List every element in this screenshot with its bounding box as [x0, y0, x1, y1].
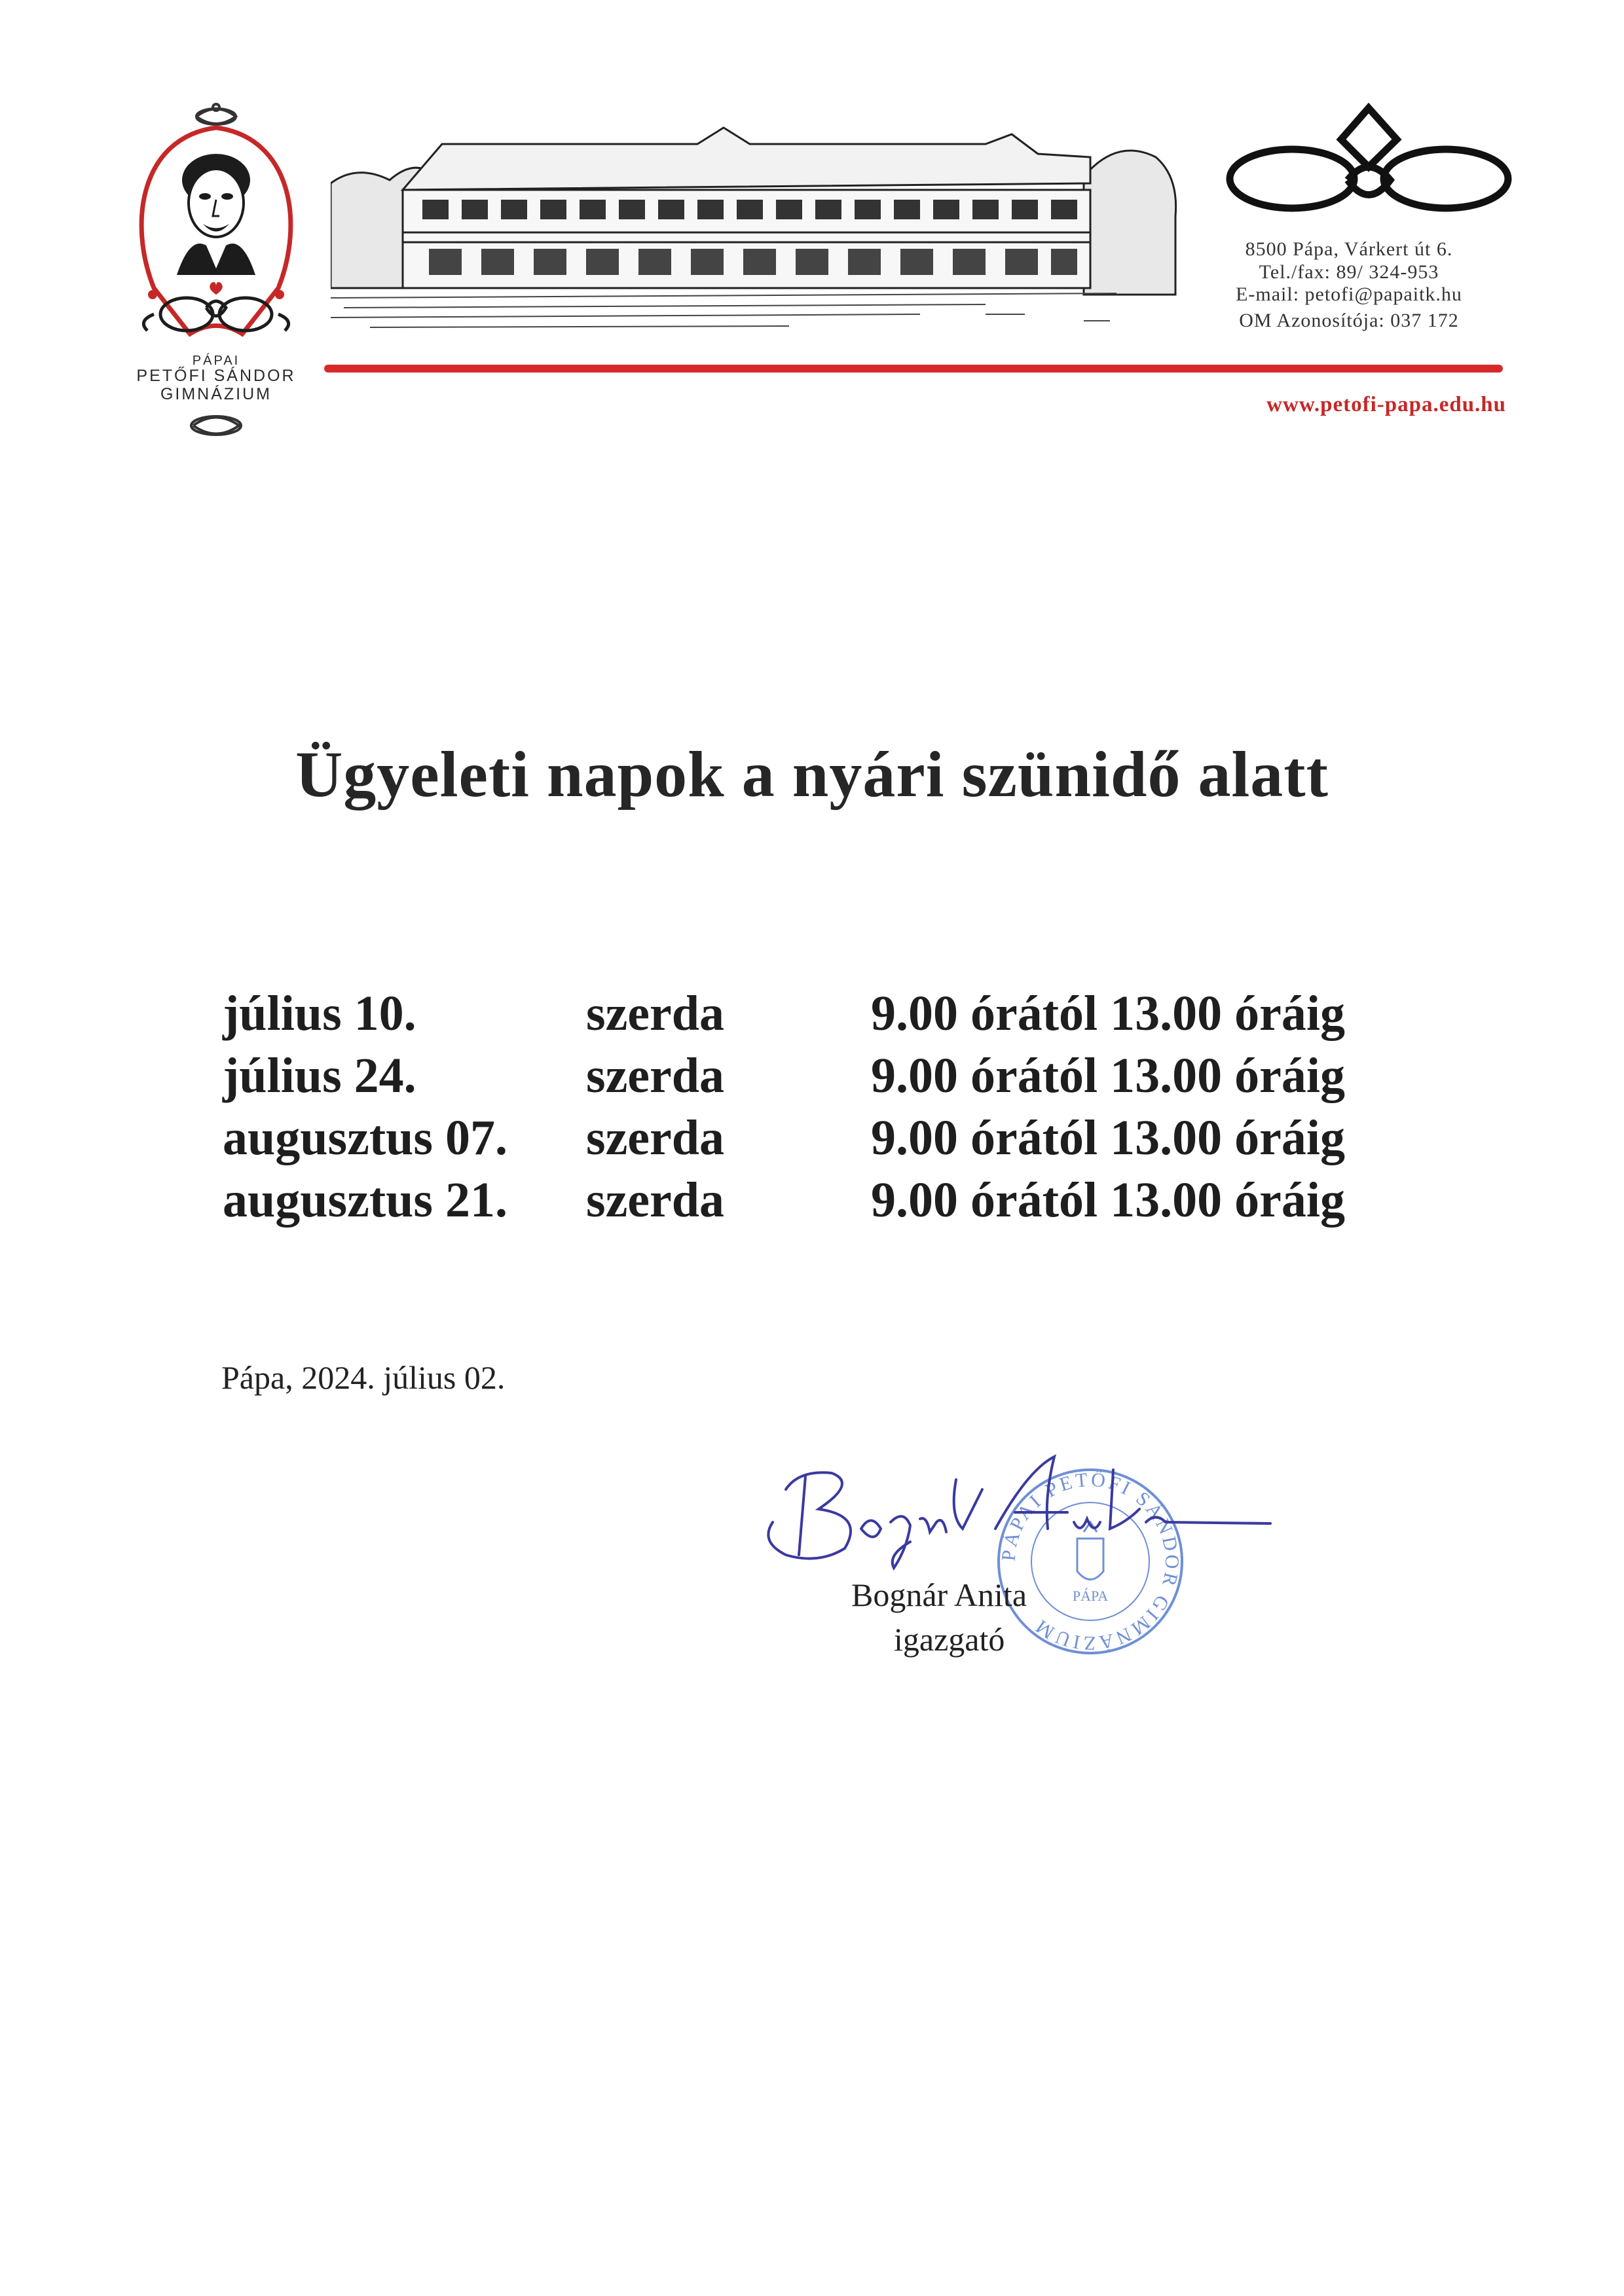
signer-title: igazgató	[894, 1621, 1005, 1658]
address-line: 8500 Pápa, Várkert út 6.	[1245, 238, 1453, 260]
schedule-date: augusztus 21.	[223, 1173, 507, 1228]
schedule-time: 9.00 órától 13.00 óráig	[871, 1048, 1346, 1103]
phone-line: Tel./fax: 89/ 324-953	[1259, 261, 1439, 283]
schedule-date: július 10.	[223, 986, 416, 1041]
schedule-time: 9.00 órától 13.00 óráig	[871, 1173, 1346, 1228]
schedule-time: 9.00 órától 13.00 óráig	[871, 986, 1346, 1041]
document-title: Ügyeleti napok a nyári szünidő alatt	[295, 738, 1329, 811]
schedule-day: szerda	[586, 1110, 725, 1165]
school-name-line: GIMNÁZIUM	[160, 385, 272, 403]
header-divider	[324, 365, 1503, 373]
schedule-date: augusztus 07.	[223, 1110, 507, 1165]
schedule-date: július 24.	[223, 1048, 416, 1103]
handwritten-signature	[747, 1450, 1375, 1594]
schedule-time: 9.00 órától 13.00 óráig	[871, 1110, 1346, 1165]
svg-text:PÁPA: PÁPA	[1072, 1588, 1109, 1604]
email-line: E-mail: petofi@papaitk.hu	[1236, 283, 1462, 305]
school-building-illustration	[331, 118, 1179, 337]
svg-text:PÁPAI PETŐFI SÁNDOR GIMNÁZIUM: PÁPAI PETŐFI SÁNDOR GIMNÁZIUM	[997, 1468, 1183, 1654]
school-name-line: PETŐFI SÁNDOR	[136, 367, 296, 385]
schedule-day: szerda	[586, 1173, 725, 1228]
place-and-date: Pápa, 2024. július 02.	[221, 1359, 506, 1396]
school-name-line: PÁPAI	[192, 354, 240, 368]
signer-name: Bognár Anita	[851, 1576, 1027, 1613]
schedule-day: szerda	[586, 1048, 725, 1103]
schedule-day: szerda	[586, 986, 725, 1041]
website-link[interactable]: www.petofi-papa.edu.hu	[1266, 393, 1506, 416]
decorative-ornament	[1223, 101, 1515, 223]
om-id-line: OM Azonosítója: 037 172	[1239, 310, 1459, 331]
